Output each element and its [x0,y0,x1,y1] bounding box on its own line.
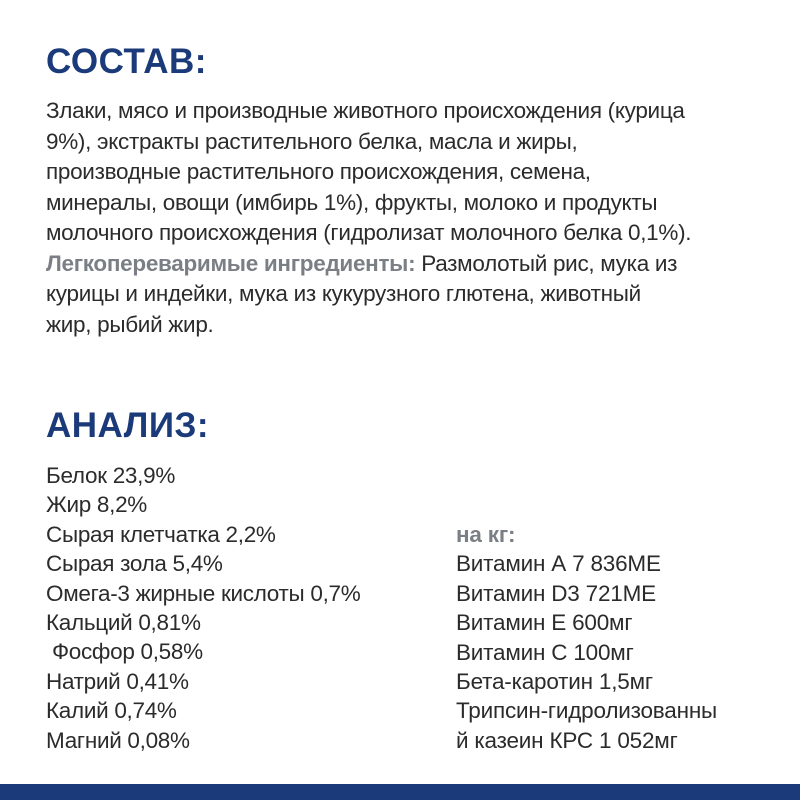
vitamin-item: Витамин Е 600мг [456,610,633,636]
nutrient-item: Калий 0,74% [46,698,177,724]
digestible-ingredients-text: Размолотый рис, мука из [415,250,678,276]
composition-text [46,96,766,340]
composition-line: курицы и индейки, мука из кукурузного глютена, животный [46,281,641,306]
vitamin-item: Трипсин-гидролизованны [456,698,718,724]
nutrient-item: Сырая клетчатка 2,2% [46,521,276,547]
composition-line: производные растительного происхождения, семена, [46,159,591,184]
composition-line: 9%), экстракты растительного белка, масла и жиры, [46,128,578,154]
nutrient-item: Сырая зола 5,4% [46,551,223,577]
nutrient-item: Жир 8,2% [46,492,147,518]
vitamin-item: Витамин С 100мг [456,639,634,665]
digestible-ingredients-line [46,249,766,280]
nutrient-item: Магний 0,08% [46,727,190,753]
footer-band [0,784,800,800]
nutrient-item: Белок 23,9% [46,463,176,488]
nutrient-item: Кальций 0,81% [46,610,201,636]
vitamin-list [456,520,717,755]
composition-line: жир, рыбий жир. [46,311,214,337]
digestible-ingredients-label: Легкопереваримые ингредиенты: [46,250,416,276]
nutrient-item: Фосфор 0,58% [46,639,203,665]
nutrient-list [46,461,360,755]
composition-line: Злаки, мясо и производные животного происхождения (курица [46,98,685,123]
vitamin-item: Бета-каротин 1,5мг [456,669,653,695]
vitamin-item: Витамин D3 721МЕ [456,580,656,606]
composition-line: минералы, овощи (имбирь 1%), фрукты, молоко и продукты [46,189,658,215]
nutrient-item: Омега-3 жирные кислоты 0,7% [46,580,361,606]
analysis-heading: АНАЛИЗ: [46,406,210,445]
vitamin-item: й казеин КРС 1 052мг [456,727,678,753]
vitamin-item: Витамин А 7 836МЕ [456,551,661,577]
composition-heading: СОСТАВ: [46,42,207,81]
per-kg-label: на кг: [456,522,516,547]
composition-line: молочного происхождения (гидролизат молочного белка 0,1%). [46,220,692,245]
nutrient-item: Натрий 0,41% [46,668,189,694]
